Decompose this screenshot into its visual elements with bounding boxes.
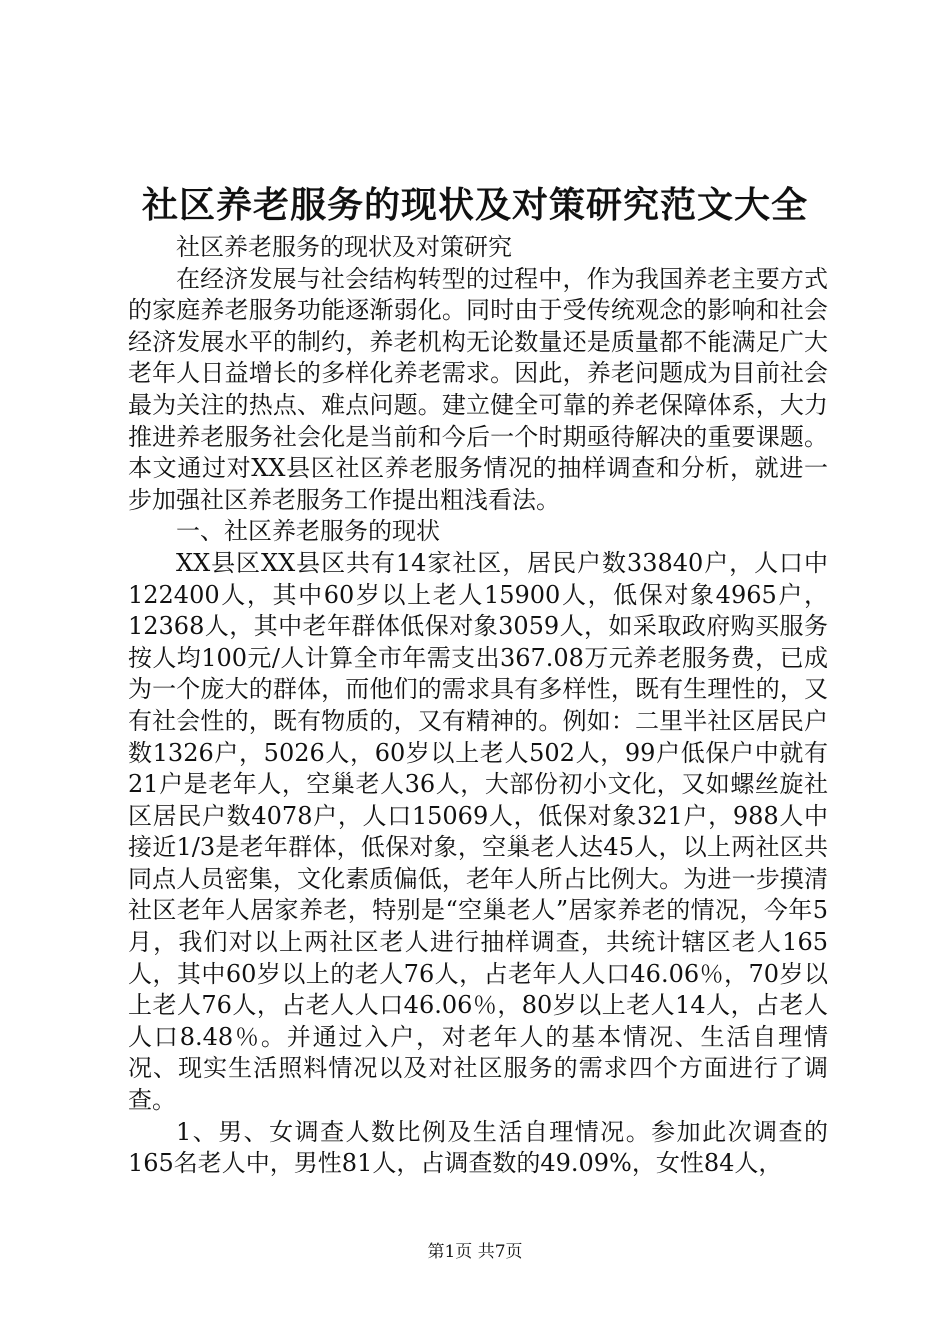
section-heading: 一、社区养老服务的现状 <box>176 517 440 546</box>
intro-paragraph: 在经济发展与社会结构转型的过程中，作为我国养老主要方式的家庭养老服务功能逐渐弱化。同时由于受传统观念的影响和社会经济发展水平的制约，养老机构无论数量还是质量都不能满足广大老年人日益增长的多样化养老需求。因此，养老问题成为目前社会最为关注的热点、难点问题。建立健全可靠的养老保障体系，大力推进养老服务社会化是当前和今后一个时期亟待解决的重要课题。本文通过对XX县区社区养老服务情况的抽样调查和分析，就进一步加强社区养老服务工作提出粗浅看法。 <box>128 264 828 514</box>
survey-paragraph: 1、男、女调查人数比例及生活自理情况。参加此次调查的165名老人中，男性81人，占调查数的49.09%，女性84人， <box>128 1117 828 1178</box>
subtitle-paragraph: 社区养老服务的现状及对策研究 <box>176 233 512 261</box>
document-title: 社区养老服务的现状及对策研究范文大全 <box>141 184 808 226</box>
document-body <box>128 232 828 1180</box>
page-number: 第1页 共7页 <box>427 1242 523 1262</box>
status-paragraph: XX县区XX县区共有14家社区，居民户数33840户，人口中122400人，其中60岁以上老人15900人，低保对象4965户，12368人，其中老年群体低保对象3059人，如采取政府购买服务按人均100元/人计算全市年需支出367.08万元养老服务费，已成为一个庞大的群体，而他们的需求具有多样性，既有生理性的，又有社会性的，既有物质的，又有精神的。例如：二里半社区居民户数1326户，5026人，60岁以上老人502人，99户低保户中就有21户是老年人，空巢老人36人，大部份初小文化，又如螺丝旋社区居民户数4078户，人口15069人，低保对象321户，988人中接近1/3是老年群体，低保对象，空巢老人达45人，以上两社区共同点人员密集，文化素质偏低，老年人所占比例大。为进一步摸清社区老年人居家养老，特别是“空巢老人”居家养老的情况，今年5月，我们对以上两社区老人进行抽样调查，共统计辖区老人165人，其中60岁以上的老人76人，占老年人人口46.06％，70岁以上老人76人，占老人人口46.06％，80岁以上老人14人，占老人人口8.48％。并通过入户，对老年人的基本情况、生活自理情况、现实生活照料情况以及对社区服务的需求四个方面进行了调查。 <box>128 548 828 1115</box>
